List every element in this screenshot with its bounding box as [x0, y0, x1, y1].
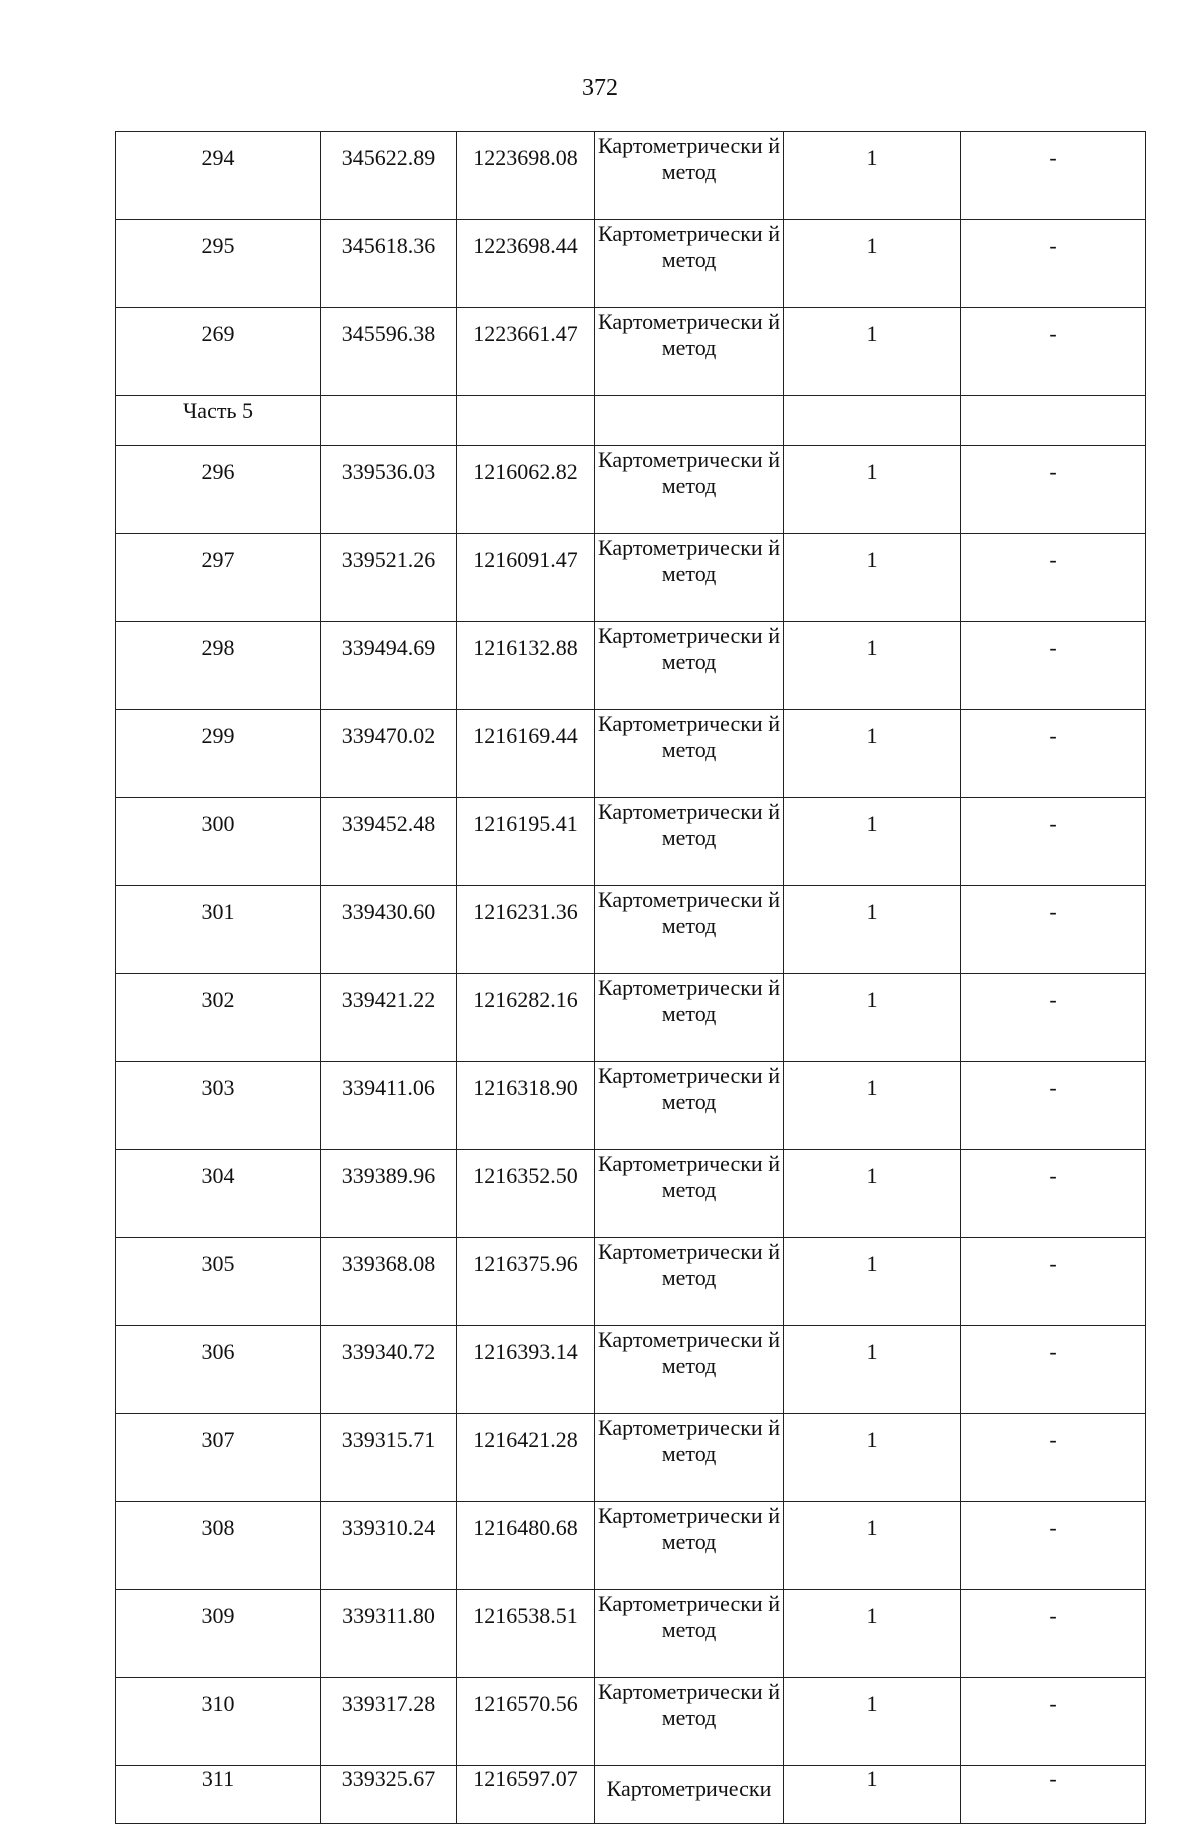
y-coordinate-cell: 1216062.82 — [457, 446, 595, 534]
method-cell: Картометрически й метод — [595, 1150, 784, 1238]
x-coordinate-cell: 345596.38 — [321, 308, 457, 396]
x-coordinate-cell: 339325.67 — [321, 1766, 457, 1824]
x-coordinate-cell: 339521.26 — [321, 534, 457, 622]
description-cell: - — [961, 622, 1146, 710]
coordinates-table — [115, 131, 1146, 1824]
y-coordinate-cell: 1223661.47 — [457, 308, 595, 396]
table-row — [116, 710, 1146, 798]
accuracy-cell: 1 — [784, 1150, 961, 1238]
description-cell: - — [961, 1062, 1146, 1150]
table-row — [116, 1502, 1146, 1590]
accuracy-cell: 1 — [784, 1502, 961, 1590]
description-cell: - — [961, 220, 1146, 308]
table-row — [116, 622, 1146, 710]
empty-cell — [961, 396, 1146, 446]
method-cell: Картометрически й метод — [595, 446, 784, 534]
x-coordinate-cell: 339310.24 — [321, 1502, 457, 1590]
accuracy-cell: 1 — [784, 1238, 961, 1326]
x-coordinate-cell: 339452.48 — [321, 798, 457, 886]
accuracy-cell: 1 — [784, 220, 961, 308]
point-number-cell: 308 — [116, 1502, 321, 1590]
point-number-cell: 305 — [116, 1238, 321, 1326]
description-cell: - — [961, 1326, 1146, 1414]
empty-cell — [321, 396, 457, 446]
method-cell: Картометрически й метод — [595, 1414, 784, 1502]
x-coordinate-cell: 339317.28 — [321, 1678, 457, 1766]
description-cell: - — [961, 886, 1146, 974]
accuracy-cell: 1 — [784, 622, 961, 710]
description-cell: - — [961, 710, 1146, 798]
point-number-cell: 304 — [116, 1150, 321, 1238]
y-coordinate-cell: 1216318.90 — [457, 1062, 595, 1150]
description-cell: - — [961, 1590, 1146, 1678]
method-cell: Картометрически й метод — [595, 622, 784, 710]
table-row — [116, 1238, 1146, 1326]
point-number-cell: 311 — [116, 1766, 321, 1824]
table-row — [116, 1150, 1146, 1238]
accuracy-cell: 1 — [784, 974, 961, 1062]
method-cell: Картометрически й метод — [595, 1062, 784, 1150]
point-number-cell: 307 — [116, 1414, 321, 1502]
point-number-cell: 296 — [116, 446, 321, 534]
y-coordinate-cell: 1216091.47 — [457, 534, 595, 622]
description-cell: - — [961, 534, 1146, 622]
accuracy-cell: 1 — [784, 308, 961, 396]
method-cell: Картометрически й метод — [595, 132, 784, 220]
accuracy-cell: 1 — [784, 1414, 961, 1502]
accuracy-cell: 1 — [784, 132, 961, 220]
method-cell: Картометрически й метод — [595, 1678, 784, 1766]
method-cell: Картометрически й метод — [595, 798, 784, 886]
point-number-cell: 299 — [116, 710, 321, 798]
page-number: 372 — [582, 75, 618, 101]
table-row — [116, 446, 1146, 534]
description-cell: - — [961, 1150, 1146, 1238]
y-coordinate-cell: 1216570.56 — [457, 1678, 595, 1766]
method-cell: Картометрически й метод — [595, 1502, 784, 1590]
method-cell: Картометрически й метод — [595, 308, 784, 396]
y-coordinate-cell: 1216597.07 — [457, 1766, 595, 1824]
section-row — [116, 396, 1146, 446]
y-coordinate-cell: 1216195.41 — [457, 798, 595, 886]
method-cell: Картометрически й метод — [595, 1326, 784, 1414]
x-coordinate-cell: 339368.08 — [321, 1238, 457, 1326]
empty-cell — [457, 396, 595, 446]
point-number-cell: 300 — [116, 798, 321, 886]
point-number-cell: 309 — [116, 1590, 321, 1678]
table-row — [116, 132, 1146, 220]
description-cell: - — [961, 446, 1146, 534]
accuracy-cell: 1 — [784, 886, 961, 974]
y-coordinate-cell: 1216393.14 — [457, 1326, 595, 1414]
point-number-cell: 302 — [116, 974, 321, 1062]
x-coordinate-cell: 339315.71 — [321, 1414, 457, 1502]
x-coordinate-cell: 339340.72 — [321, 1326, 457, 1414]
accuracy-cell: 1 — [784, 1590, 961, 1678]
method-cell: Картометрически й метод — [595, 1238, 784, 1326]
point-number-cell: 297 — [116, 534, 321, 622]
y-coordinate-cell: 1216538.51 — [457, 1590, 595, 1678]
accuracy-cell: 1 — [784, 1062, 961, 1150]
description-cell: - — [961, 974, 1146, 1062]
y-coordinate-cell: 1216231.36 — [457, 886, 595, 974]
method-cell: Картометрически — [595, 1766, 784, 1824]
table-row — [116, 1062, 1146, 1150]
accuracy-cell: 1 — [784, 1678, 961, 1766]
y-coordinate-cell: 1216282.16 — [457, 974, 595, 1062]
description-cell: - — [961, 1414, 1146, 1502]
table-row — [116, 1326, 1146, 1414]
x-coordinate-cell: 345618.36 — [321, 220, 457, 308]
point-number-cell: 298 — [116, 622, 321, 710]
table-row — [116, 974, 1146, 1062]
y-coordinate-cell: 1216352.50 — [457, 1150, 595, 1238]
empty-cell — [595, 396, 784, 446]
y-coordinate-cell: 1216169.44 — [457, 710, 595, 798]
accuracy-cell: 1 — [784, 446, 961, 534]
point-number-cell: 306 — [116, 1326, 321, 1414]
description-cell: - — [961, 1766, 1146, 1824]
method-cell: Картометрически й метод — [595, 710, 784, 798]
x-coordinate-cell: 339494.69 — [321, 622, 457, 710]
method-cell: Картометрически й метод — [595, 1590, 784, 1678]
table-row — [116, 886, 1146, 974]
y-coordinate-cell: 1223698.44 — [457, 220, 595, 308]
y-coordinate-cell: 1216480.68 — [457, 1502, 595, 1590]
point-number-cell: 310 — [116, 1678, 321, 1766]
accuracy-cell: 1 — [784, 1766, 961, 1824]
table-row — [116, 308, 1146, 396]
x-coordinate-cell: 339311.80 — [321, 1590, 457, 1678]
table-row — [116, 1678, 1146, 1766]
y-coordinate-cell: 1216132.88 — [457, 622, 595, 710]
x-coordinate-cell: 339421.22 — [321, 974, 457, 1062]
method-cell: Картометрически й метод — [595, 886, 784, 974]
y-coordinate-cell: 1216421.28 — [457, 1414, 595, 1502]
description-cell: - — [961, 798, 1146, 886]
description-cell: - — [961, 308, 1146, 396]
accuracy-cell: 1 — [784, 1326, 961, 1414]
x-coordinate-cell: 345622.89 — [321, 132, 457, 220]
method-cell: Картометрически й метод — [595, 974, 784, 1062]
accuracy-cell: 1 — [784, 710, 961, 798]
point-number-cell: 303 — [116, 1062, 321, 1150]
point-number-cell: 269 — [116, 308, 321, 396]
method-cell: Картометрически й метод — [595, 220, 784, 308]
table-row — [116, 220, 1146, 308]
description-cell: - — [961, 132, 1146, 220]
description-cell: - — [961, 1238, 1146, 1326]
method-cell: Картометрически й метод — [595, 534, 784, 622]
x-coordinate-cell: 339430.60 — [321, 886, 457, 974]
description-cell: - — [961, 1678, 1146, 1766]
table-row — [116, 1590, 1146, 1678]
x-coordinate-cell: 339389.96 — [321, 1150, 457, 1238]
table-row — [116, 1414, 1146, 1502]
empty-cell — [784, 396, 961, 446]
point-number-cell: 294 — [116, 132, 321, 220]
y-coordinate-cell: 1216375.96 — [457, 1238, 595, 1326]
point-number-cell: 301 — [116, 886, 321, 974]
x-coordinate-cell: 339411.06 — [321, 1062, 457, 1150]
y-coordinate-cell: 1223698.08 — [457, 132, 595, 220]
accuracy-cell: 1 — [784, 798, 961, 886]
x-coordinate-cell: 339470.02 — [321, 710, 457, 798]
section-label: Часть 5 — [116, 396, 321, 446]
description-cell: - — [961, 1502, 1146, 1590]
point-number-cell: 295 — [116, 220, 321, 308]
coordinates-table-body — [116, 132, 1146, 1824]
table-row — [116, 1766, 1146, 1824]
table-row — [116, 534, 1146, 622]
table-row — [116, 798, 1146, 886]
x-coordinate-cell: 339536.03 — [321, 446, 457, 534]
accuracy-cell: 1 — [784, 534, 961, 622]
